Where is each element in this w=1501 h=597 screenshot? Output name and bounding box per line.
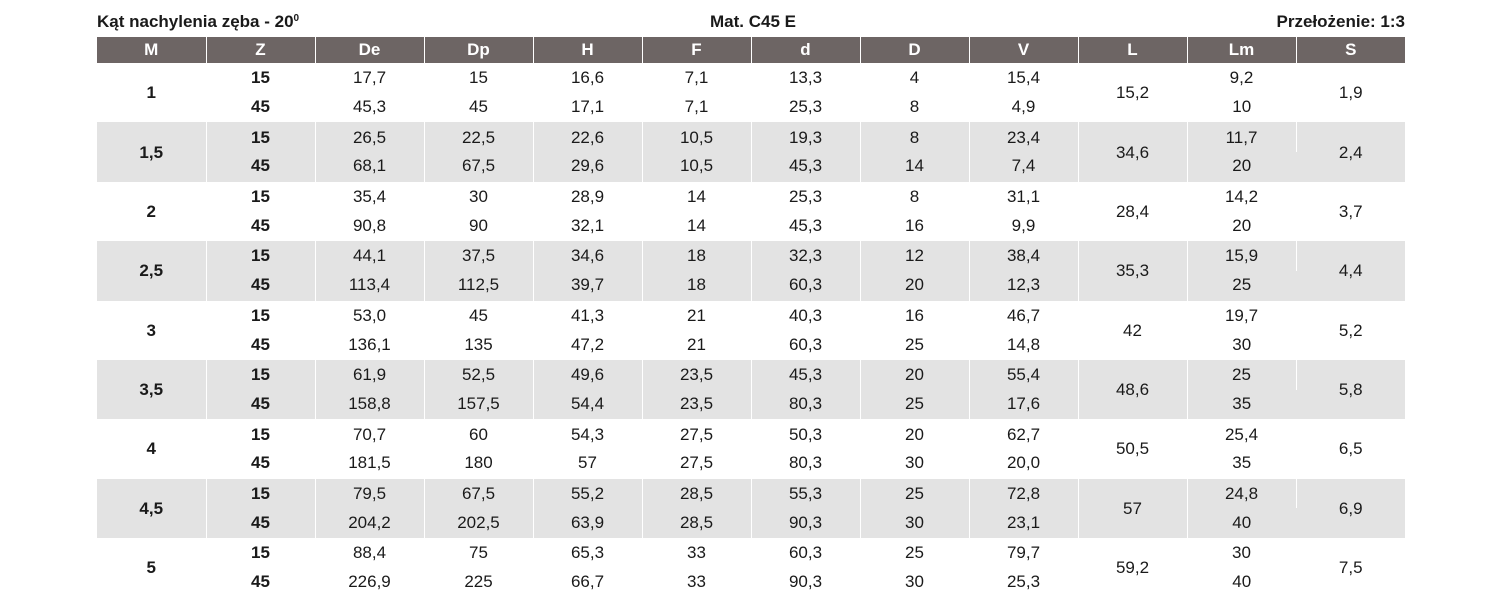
cell-v: 14,8 — [969, 330, 1078, 360]
cell-h: 54,4 — [533, 390, 642, 420]
column-header-m: M — [97, 37, 206, 63]
cell-d: 20 — [860, 419, 969, 449]
cell-d: 90,3 — [751, 568, 860, 597]
cell-de: 113,4 — [315, 271, 424, 301]
cell-d: 45,3 — [751, 211, 860, 241]
cell-de: 181,5 — [315, 449, 424, 479]
table-row — [97, 271, 1405, 301]
cell-z: 45 — [206, 449, 315, 479]
cell-f: 28,5 — [642, 479, 751, 509]
cell-dp: 37,5 — [424, 241, 533, 271]
cell-lm: 15,9 — [1187, 241, 1296, 271]
cell-f: 27,5 — [642, 419, 751, 449]
cell-h: 55,2 — [533, 479, 642, 509]
cell-v: 62,7 — [969, 419, 1078, 449]
cell-de: 26,5 — [315, 122, 424, 152]
cell-d: 30 — [860, 508, 969, 538]
cell-v: 7,4 — [969, 152, 1078, 182]
cell-d: 45,3 — [751, 152, 860, 182]
cell-dp: 202,5 — [424, 508, 533, 538]
table-row — [97, 152, 1405, 182]
cell-f: 23,5 — [642, 390, 751, 420]
table-body — [97, 63, 1405, 597]
cell-dp: 30 — [424, 182, 533, 212]
cell-v: 46,7 — [969, 301, 1078, 331]
cell-v: 4,9 — [969, 93, 1078, 123]
cell-d: 32,3 — [751, 241, 860, 271]
table-row — [97, 93, 1405, 123]
column-header-d: d — [751, 37, 860, 63]
cell-lm: 19,7 — [1187, 301, 1296, 331]
column-header-lm: Lm — [1187, 37, 1296, 63]
cell-dp: 60 — [424, 419, 533, 449]
cell-z: 15 — [206, 182, 315, 212]
cell-de: 35,4 — [315, 182, 424, 212]
cell-z: 15 — [206, 360, 315, 390]
cell-s: 3,7 — [1296, 182, 1405, 241]
cell-lm: 24,8 — [1187, 479, 1296, 509]
cell-dp: 67,5 — [424, 152, 533, 182]
cell-d: 14 — [860, 152, 969, 182]
cell-de: 53,0 — [315, 301, 424, 331]
cell-f: 21 — [642, 330, 751, 360]
cell-f: 33 — [642, 568, 751, 597]
cell-d: 25,3 — [751, 93, 860, 123]
cell-de: 70,7 — [315, 419, 424, 449]
cell-d: 60,3 — [751, 271, 860, 301]
cell-de: 90,8 — [315, 211, 424, 241]
cell-z: 15 — [206, 63, 315, 93]
cell-m: 2,5 — [97, 241, 206, 300]
cell-l: 35,3 — [1078, 241, 1187, 300]
cell-f: 14 — [642, 211, 751, 241]
cell-v: 12,3 — [969, 271, 1078, 301]
cell-f: 7,1 — [642, 93, 751, 123]
cell-d: 8 — [860, 122, 969, 152]
cell-z: 45 — [206, 211, 315, 241]
cell-z: 15 — [206, 538, 315, 568]
cell-v: 23,4 — [969, 122, 1078, 152]
cell-h: 49,6 — [533, 360, 642, 390]
cell-f: 7,1 — [642, 63, 751, 93]
cell-lm: 20 — [1187, 152, 1296, 182]
cell-f: 28,5 — [642, 508, 751, 538]
cell-de: 136,1 — [315, 330, 424, 360]
cell-h: 16,6 — [533, 63, 642, 93]
cell-lm: 40 — [1187, 508, 1296, 538]
degree-sup: 0 — [293, 13, 300, 24]
cell-s: 2,4 — [1296, 122, 1405, 181]
table-row — [97, 568, 1405, 597]
cell-d: 40,3 — [751, 301, 860, 331]
table-row — [97, 241, 1405, 271]
cell-z: 45 — [206, 152, 315, 182]
cell-d: 60,3 — [751, 330, 860, 360]
column-header-dp: Dp — [424, 37, 533, 63]
cell-l: 15,2 — [1078, 63, 1187, 122]
cell-z: 45 — [206, 271, 315, 301]
cell-dp: 112,5 — [424, 271, 533, 301]
cell-s: 6,9 — [1296, 479, 1405, 538]
cell-f: 33 — [642, 538, 751, 568]
cell-d: 19,3 — [751, 122, 860, 152]
cell-s: 4,4 — [1296, 241, 1405, 300]
column-header-f: F — [642, 37, 751, 63]
cell-m: 2 — [97, 182, 206, 241]
cell-lm: 35 — [1187, 390, 1296, 420]
cell-d: 25 — [860, 479, 969, 509]
cell-lm: 14,2 — [1187, 182, 1296, 212]
cell-d: 25,3 — [751, 182, 860, 212]
cell-dp: 157,5 — [424, 390, 533, 420]
cell-l: 48,6 — [1078, 360, 1187, 419]
cell-m: 4 — [97, 419, 206, 478]
cell-s: 6,5 — [1296, 419, 1405, 478]
cell-de: 88,4 — [315, 538, 424, 568]
cell-l: 50,5 — [1078, 419, 1187, 478]
cell-de: 17,7 — [315, 63, 424, 93]
cell-d: 90,3 — [751, 508, 860, 538]
cell-dp: 22,5 — [424, 122, 533, 152]
header-row — [97, 37, 1405, 63]
cell-f: 23,5 — [642, 360, 751, 390]
table-row — [97, 390, 1405, 420]
cell-dp: 67,5 — [424, 479, 533, 509]
cell-d: 80,3 — [751, 449, 860, 479]
column-header-z: Z — [206, 37, 315, 63]
cell-s: 7,5 — [1296, 538, 1405, 597]
table-row — [97, 360, 1405, 390]
cell-h: 32,1 — [533, 211, 642, 241]
cell-z: 45 — [206, 93, 315, 123]
cell-de: 68,1 — [315, 152, 424, 182]
cell-d: 55,3 — [751, 479, 860, 509]
cell-lm: 40 — [1187, 568, 1296, 597]
cell-d: 4 — [860, 63, 969, 93]
cell-dp: 225 — [424, 568, 533, 597]
cell-v: 25,3 — [969, 568, 1078, 597]
cell-d: 25 — [860, 330, 969, 360]
cell-v: 38,4 — [969, 241, 1078, 271]
cell-lm: 35 — [1187, 449, 1296, 479]
column-header-l: L — [1078, 37, 1187, 63]
cell-dp: 90 — [424, 211, 533, 241]
cell-d: 20 — [860, 271, 969, 301]
cell-lm: 10 — [1187, 93, 1296, 123]
cell-l: 28,4 — [1078, 182, 1187, 241]
cell-s: 5,2 — [1296, 301, 1405, 360]
table-row — [97, 301, 1405, 331]
cell-lm: 11,7 — [1187, 122, 1296, 152]
cell-f: 14 — [642, 182, 751, 212]
cell-v: 23,1 — [969, 508, 1078, 538]
cell-dp: 52,5 — [424, 360, 533, 390]
cell-l: 42 — [1078, 301, 1187, 360]
cell-h: 29,6 — [533, 152, 642, 182]
cell-z: 15 — [206, 301, 315, 331]
cell-s: 5,8 — [1296, 360, 1405, 419]
gear-spec-table — [97, 37, 1405, 597]
cell-m: 5 — [97, 538, 206, 597]
cell-de: 226,9 — [315, 568, 424, 597]
cell-z: 45 — [206, 508, 315, 538]
cell-h: 17,1 — [533, 93, 642, 123]
column-header-de: De — [315, 37, 424, 63]
cell-lm: 9,2 — [1187, 63, 1296, 93]
cell-h: 57 — [533, 449, 642, 479]
cell-lm: 30 — [1187, 538, 1296, 568]
cell-v: 17,6 — [969, 390, 1078, 420]
table-caption — [97, 8, 1409, 36]
cell-z: 15 — [206, 479, 315, 509]
cell-d: 8 — [860, 182, 969, 212]
column-header-h: H — [533, 37, 642, 63]
cell-l: 57 — [1078, 479, 1187, 538]
cell-h: 66,7 — [533, 568, 642, 597]
cell-d: 20 — [860, 360, 969, 390]
cell-v: 15,4 — [969, 63, 1078, 93]
table-row — [97, 479, 1405, 509]
cell-z: 45 — [206, 330, 315, 360]
cell-h: 34,6 — [533, 241, 642, 271]
table-row — [97, 330, 1405, 360]
cell-dp: 180 — [424, 449, 533, 479]
cell-dp: 45 — [424, 93, 533, 123]
cell-lm: 20 — [1187, 211, 1296, 241]
cell-de: 45,3 — [315, 93, 424, 123]
cell-dp: 45 — [424, 301, 533, 331]
cell-d: 30 — [860, 568, 969, 597]
cell-z: 45 — [206, 568, 315, 597]
cell-lm: 30 — [1187, 330, 1296, 360]
cell-h: 22,6 — [533, 122, 642, 152]
cell-v: 55,4 — [969, 360, 1078, 390]
cell-l: 59,2 — [1078, 538, 1187, 597]
cell-v: 72,8 — [969, 479, 1078, 509]
cell-lm: 25 — [1187, 271, 1296, 301]
cell-s: 1,9 — [1296, 63, 1405, 122]
table-row — [97, 182, 1405, 212]
cell-lm: 25,4 — [1187, 419, 1296, 449]
cell-de: 61,9 — [315, 360, 424, 390]
cell-f: 18 — [642, 271, 751, 301]
tooth-angle-text: Kąt nachylenia zęba - 20 — [97, 12, 294, 31]
cell-f: 18 — [642, 241, 751, 271]
cell-f: 10,5 — [642, 152, 751, 182]
cell-d: 8 — [860, 93, 969, 123]
cell-d: 25 — [860, 538, 969, 568]
cell-de: 158,8 — [315, 390, 424, 420]
cell-d: 13,3 — [751, 63, 860, 93]
cell-z: 45 — [206, 390, 315, 420]
cell-f: 27,5 — [642, 449, 751, 479]
cell-h: 54,3 — [533, 419, 642, 449]
cell-d: 60,3 — [751, 538, 860, 568]
table-row — [97, 63, 1405, 93]
cell-h: 41,3 — [533, 301, 642, 331]
cell-h: 39,7 — [533, 271, 642, 301]
table-row — [97, 211, 1405, 241]
cell-f: 21 — [642, 301, 751, 331]
column-header-v: V — [969, 37, 1078, 63]
cell-d: 16 — [860, 301, 969, 331]
cell-h: 47,2 — [533, 330, 642, 360]
cell-d: 25 — [860, 390, 969, 420]
column-header-s: S — [1296, 37, 1405, 63]
cell-f: 10,5 — [642, 122, 751, 152]
cell-h: 65,3 — [533, 538, 642, 568]
cell-m: 1,5 — [97, 122, 206, 181]
cell-d: 16 — [860, 211, 969, 241]
cell-de: 44,1 — [315, 241, 424, 271]
table-row — [97, 449, 1405, 479]
table-row — [97, 122, 1405, 152]
cell-z: 15 — [206, 241, 315, 271]
cell-d: 50,3 — [751, 419, 860, 449]
cell-de: 204,2 — [315, 508, 424, 538]
cell-m: 1 — [97, 63, 206, 122]
cell-dp: 15 — [424, 63, 533, 93]
table-row — [97, 538, 1405, 568]
cell-d: 30 — [860, 449, 969, 479]
cell-h: 63,9 — [533, 508, 642, 538]
cell-l: 34,6 — [1078, 122, 1187, 181]
cell-d: 80,3 — [751, 390, 860, 420]
column-header-d: D — [860, 37, 969, 63]
cell-v: 9,9 — [969, 211, 1078, 241]
cell-v: 31,1 — [969, 182, 1078, 212]
cell-m: 3,5 — [97, 360, 206, 419]
cell-de: 79,5 — [315, 479, 424, 509]
cell-dp: 75 — [424, 538, 533, 568]
cell-m: 4,5 — [97, 479, 206, 538]
ratio-title: Przełożenie: 1:3 — [1276, 12, 1405, 31]
cell-h: 28,9 — [533, 182, 642, 212]
cell-d: 12 — [860, 241, 969, 271]
cell-z: 15 — [206, 122, 315, 152]
cell-dp: 135 — [424, 330, 533, 360]
cell-d: 45,3 — [751, 360, 860, 390]
table-row — [97, 508, 1405, 538]
cell-v: 20,0 — [969, 449, 1078, 479]
material-title: Mat. C45 E — [710, 12, 796, 31]
cell-lm: 25 — [1187, 360, 1296, 390]
cell-m: 3 — [97, 301, 206, 360]
table-row — [97, 419, 1405, 449]
cell-z: 15 — [206, 419, 315, 449]
cell-v: 79,7 — [969, 538, 1078, 568]
